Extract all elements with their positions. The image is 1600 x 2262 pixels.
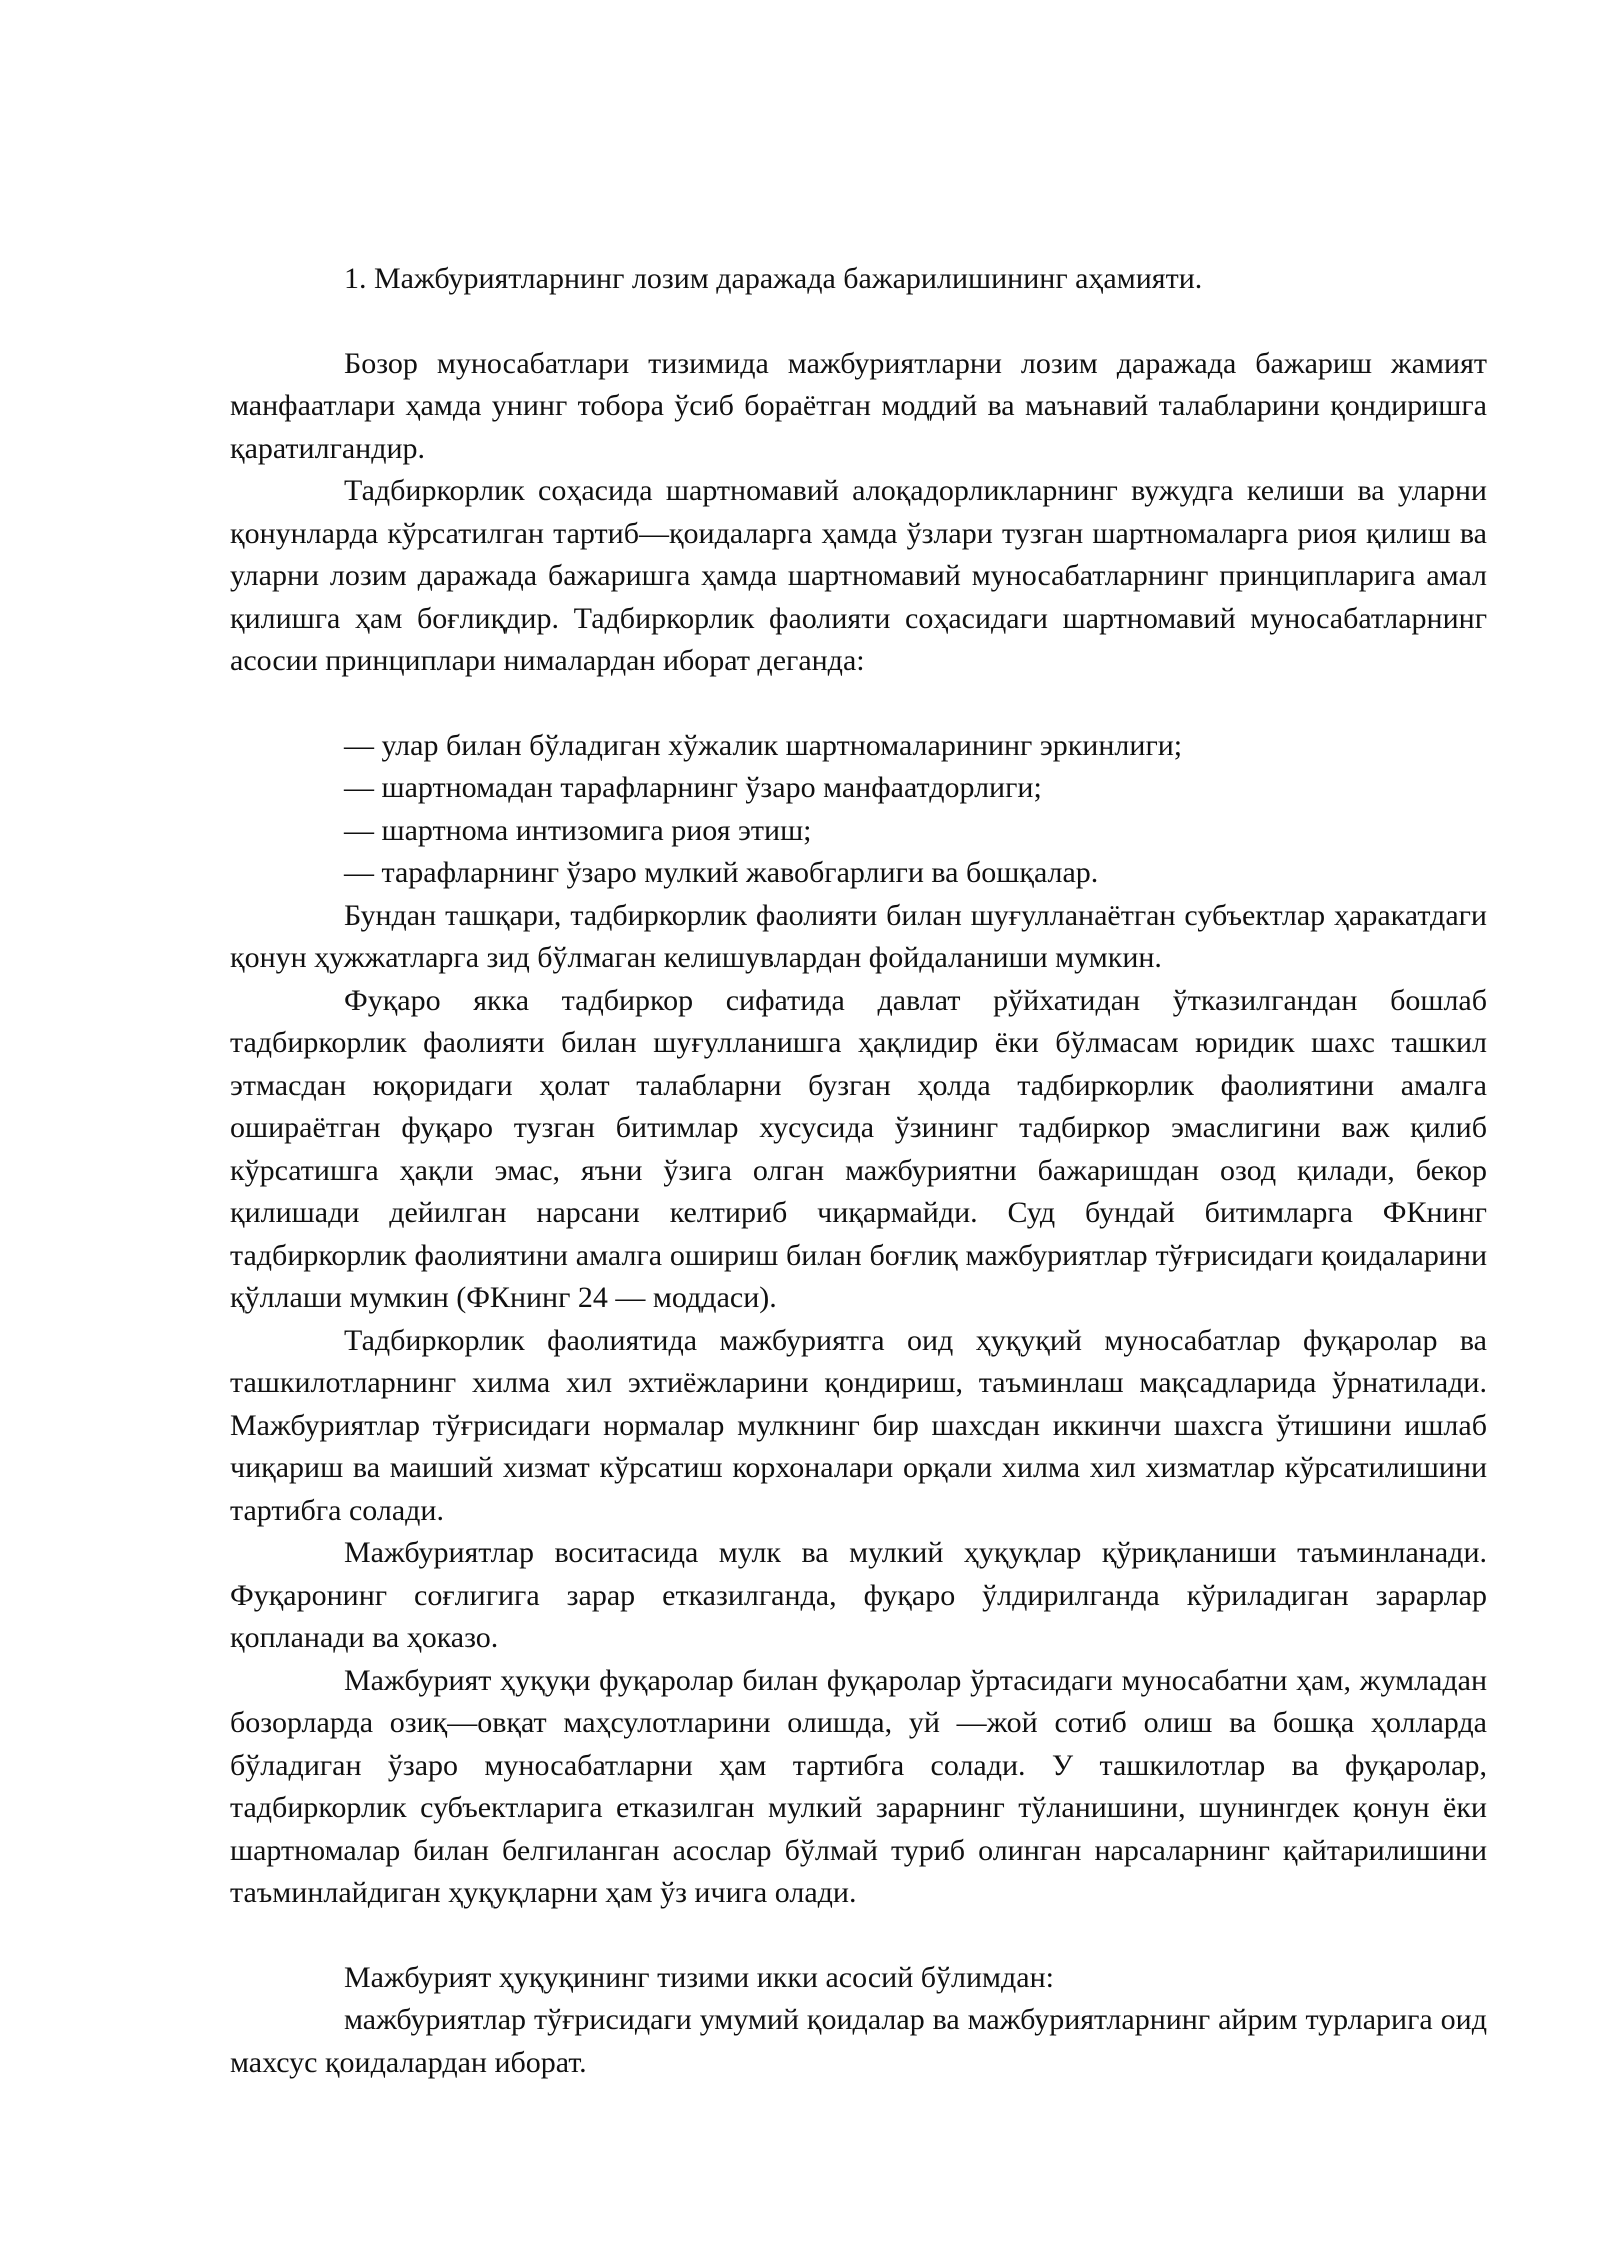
paragraph: Тадбиркорлик соҳасида шартномавий алоқадорликларнинг вужудга келиши ва уларни қонунларда кўрсатилган тартиб—қоидаларга ҳамда ўзлари тузган шартномаларга риоя қилиш ва уларни лозим даражада бажаришга ҳамда шартномавий муносабатларнинг принципларига амал қилишга ҳам боғлиқдир. Тадбиркорлик фаолияти соҳасидаги шартномавий муносабатларнинг асосии принциплари нималардан иборат деганда: bbox=[230, 474, 1487, 677]
list-item: — улар билан бўладиган хўжалик шартномаларининг эркинлиги; bbox=[344, 728, 1183, 762]
paragraph: Бундан ташқари, тадбиркорлик фаолияти билан шуғулланаётган субъектлар ҳаракатдаги қонун ҳужжатларга зид бўлмаган келишувлардан фойдаланиши мумкин. bbox=[230, 898, 1487, 974]
list-item: — шартнома интизомига риоя этиш; bbox=[344, 813, 812, 847]
principles-list bbox=[230, 725, 1487, 895]
paragraph: мажбуриятлар тўғрисидаги умумий қоидалар ва мажбуриятларнинг айрим турларига оид махсус қоидалардан иборат. bbox=[230, 2003, 1487, 2079]
document-page bbox=[230, 258, 1487, 2084]
paragraph: Бозор муносабатлари тизимида мажбуриятларни лозим даражада бажариш жамият манфаатлари ҳамда унинг тобора ўсиб бораётган моддий ва маънавий талабларини қондиришга қаратилгандир. bbox=[230, 346, 1487, 465]
paragraph: Фуқаро якка тадбиркор сифатида давлат рўйхатидан ўтказилгандан бошлаб тадбиркорлик фаолияти билан шуғулланишга ҳақлидир ёки бўлмасам юридик шахс ташкил этмасдан юқоридаги ҳолат талабларни бузган ҳолда тадбиркорлик фаолиятини амалга ошираётган фуқаро тузган битимлар хусусида ўзининг тадбиркор эмаслигини важ қилиб кўрсатишга ҳақли эмас, яъни ўзига олган мажбуриятни бажаришдан озод қилади, бекор қилишади дейилган нарсани келтириб чиқармайди. Суд бундай битимларга ФКнинг тадбиркорлик фаолиятини амалга ошириш билан боғлиқ мажбуриятлар тўғрисидаги қоидаларини қўллаши мумкин (ФКнинг 24 — моддаси). bbox=[230, 983, 1487, 1314]
section-heading: 1. Мажбуриятларнинг лозим даражада бажарилишининг аҳамияти. bbox=[344, 262, 1203, 295]
paragraph: Мажбурият ҳуқуқининг тизими икки асосий бўлимдан: bbox=[344, 1960, 1054, 1994]
spacer bbox=[230, 301, 1487, 343]
spacer bbox=[230, 1915, 1487, 1957]
paragraph: Мажбуриятлар воситасида мулк ва мулкий ҳуқуқлар қўриқланиши таъминланади. Фуқаронинг соғлигига зарар етказилганда, фуқаро ўлдирилганда кўриладиган зарарлар қопланади ва ҳоказо. bbox=[230, 1536, 1487, 1654]
spacer bbox=[230, 683, 1487, 725]
paragraph: Тадбиркорлик фаолиятида мажбуриятга оид ҳуқуқий муносабатлар фуқаролар ва ташкилотларнинг хилма хил эхтиёжларини қондириш, таъминлаш мақсадларида ўрнатилади. Мажбуриятлар тўғрисидаги нормалар мулкнинг бир шахсдан иккинчи шахсга ўтишини ишлаб чиқариш ва маиший хизмат кўрсатиш корхоналари орқали хилма хил хизматлар кўрсатилишини тартибга солади. bbox=[230, 1323, 1487, 1527]
list-item: — шартномадан тарафларнинг ўзаро манфаатдорлиги; bbox=[344, 771, 1042, 804]
list-item: — тарафларнинг ўзаро мулкий жавобгарлиги ва бошқалар. bbox=[344, 856, 1099, 889]
paragraph: Мажбурият ҳуқуқи фуқаролар билан фуқаролар ўртасидаги муносабатни ҳам, жумладан бозорларда озиқ—овқат маҳсулотларини олишда, уй —жой сотиб олиш ва бошқа ҳолларда бўладиган ўзаро муносабатларни ҳам тартибга солади. У ташкилотлар ва фуқаролар, тадбиркорлик субъектларига етказилган мулкий зарарнинг тўланишини, шунингдек қонун ёки шартномалар билан белгиланган асослар бўлмай туриб олинган нарсаларнинг қайтарилишини таъминлайдиган ҳуқуқларни ҳам ўз ичига олади. bbox=[230, 1663, 1487, 1909]
